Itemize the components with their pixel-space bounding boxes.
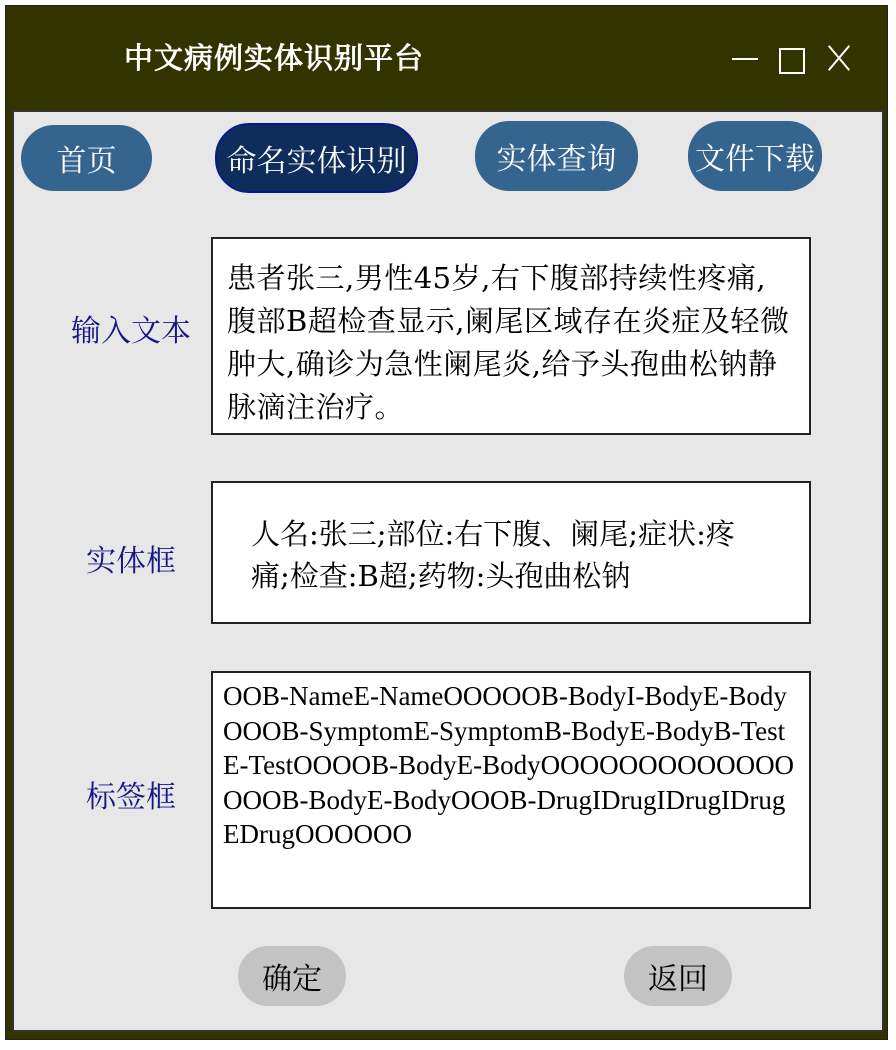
tag-box: OOB-NameE-NameOOOOOB-BodyI-BodyE-BodyOOOB-SymptomE-SymptomB-BodyE-BodyB-TestE-TestOOOOB-BodyE-BodyOOOOOOOOOOOOOOOOB-BodyE-BodyOOOB-DrugIDrugIDrugIDrugEDrugOOOOOO bbox=[211, 671, 811, 909]
maximize-icon[interactable] bbox=[775, 40, 809, 76]
nav-home-button[interactable]: 首页 bbox=[21, 125, 152, 191]
nav-download-button[interactable]: 文件下载 bbox=[688, 121, 822, 191]
nav-query-button[interactable]: 实体查询 bbox=[475, 121, 638, 191]
close-icon[interactable] bbox=[822, 40, 856, 76]
entity-box-label: 实体框 bbox=[86, 544, 176, 579]
window-title: 中文病例实体识别平台 bbox=[124, 41, 425, 75]
input-text-field[interactable]: 患者张三,男性45岁,右下腹部持续性疼痛,腹部B超检查显示,阑尾区域存在炎症及轻微肿大,确诊为急性阑尾炎,给予头孢曲松钠静脉滴注治疗。 bbox=[211, 237, 811, 435]
nav-ner-button[interactable]: 命名实体识别 bbox=[215, 123, 418, 193]
tag-box-label: 标签框 bbox=[86, 780, 176, 815]
back-button[interactable]: 返回 bbox=[624, 946, 732, 1006]
entity-box: 人名:张三;部位:右下腹、阑尾;症状:疼痛;检查:B超;药物:头孢曲松钠 bbox=[211, 481, 811, 624]
confirm-button[interactable]: 确定 bbox=[238, 946, 346, 1006]
input-text-label: 输入文本 bbox=[71, 314, 191, 349]
minimize-icon[interactable] bbox=[728, 40, 762, 76]
